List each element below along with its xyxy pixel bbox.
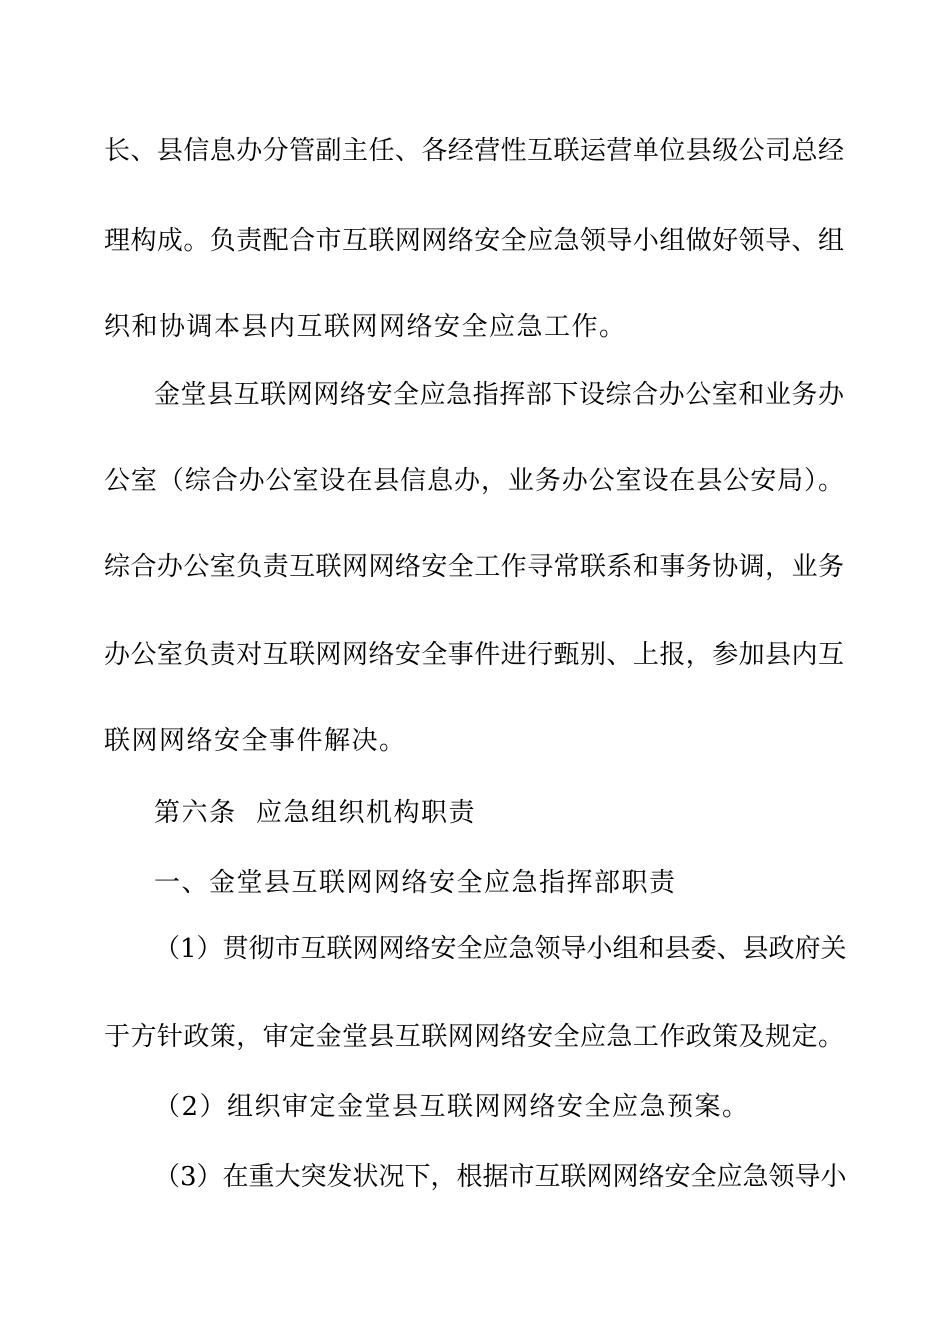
text-line-2: 理构成。负责配合市互联网网络安全应急领导小组做好领导、组 xyxy=(104,226,844,256)
text-line-11: （1）贯彻市互联网网络安全应急领导小组和县委、县政府关 xyxy=(154,934,847,964)
text-line-6: 综合办公室负责互联网网络安全工作寻常联系和事务协调，业务 xyxy=(104,552,844,582)
text-line-8: 联网网络安全事件解决。 xyxy=(104,726,407,756)
text-line-14: （3）在重大突发状况下，根据市互联网网络安全应急领导小 xyxy=(154,1162,847,1192)
text-line-4: 金堂县互联网网络安全应急指挥部下设综合办公室和业务办 xyxy=(154,380,844,410)
subsection-heading: 一、金堂县互联网网络安全应急指挥部职责 xyxy=(154,868,677,898)
text-line-7: 办公室负责对互联网网络安全事件进行甄别、上报，参加县内互 xyxy=(104,640,844,670)
text-line-5: 公室（综合办公室设在县信息办，业务办公室设在县公安局）。 xyxy=(104,466,844,496)
text-line-3: 织和协调本县内互联网网络安全应急工作。 xyxy=(104,312,627,342)
text-line-12: 于方针政策，审定金堂县互联网网络安全应急工作政策及规定。 xyxy=(104,1022,844,1052)
text-line-13: （2）组织审定金堂县互联网网络安全应急预案。 xyxy=(154,1092,750,1122)
section-heading: 第六条 应急组织机构职责 xyxy=(154,798,477,828)
text-line-1: 长、县信息办分管副主任、各经营性互联运营单位县级公司总经 xyxy=(104,136,844,166)
